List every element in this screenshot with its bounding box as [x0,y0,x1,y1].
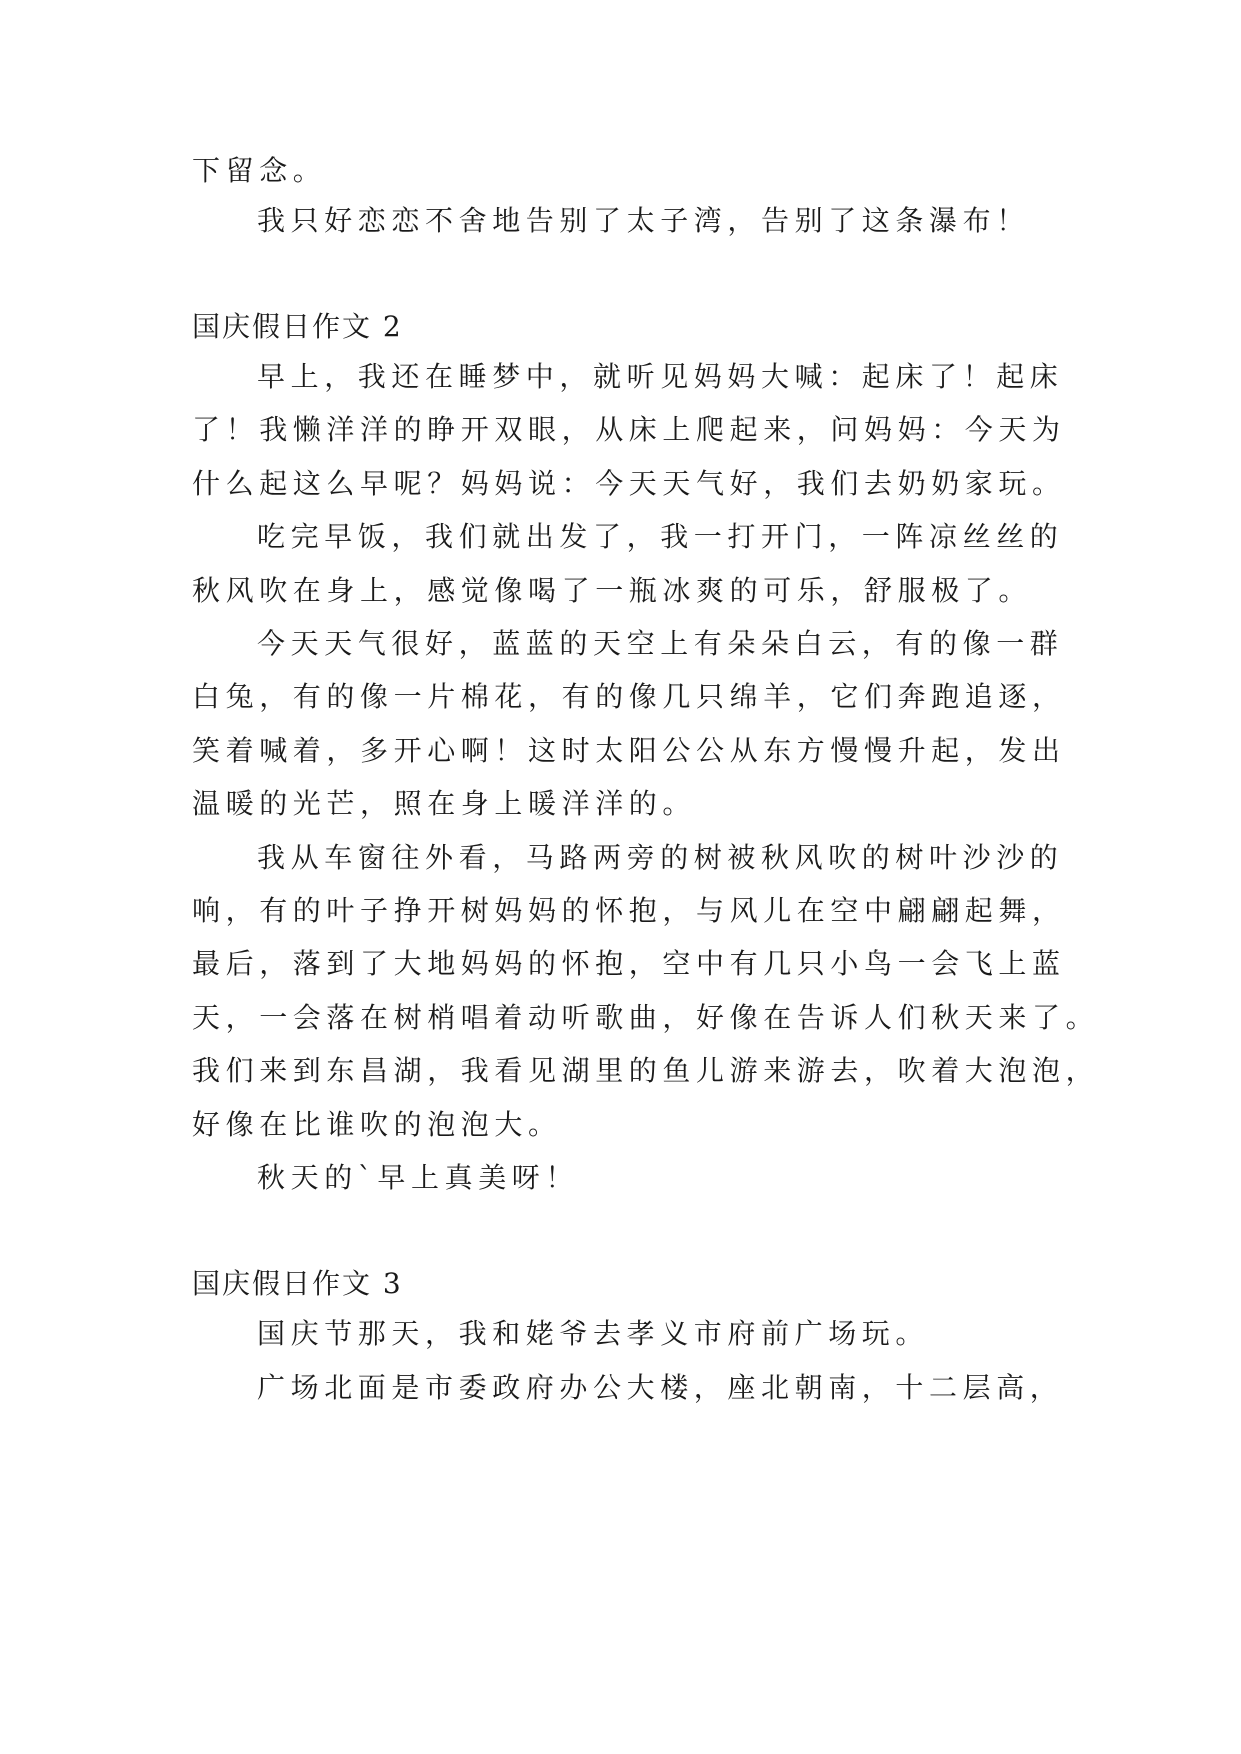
paragraph-line: 国庆节那天，我和姥爷去孝义市府前广场玩。 [257,1317,930,1350]
paragraph-line: 我们来到东昌湖，我看见湖里的鱼儿游来游去，吹着大泡泡， [192,1054,1100,1087]
paragraph-line: 我只好恋恋不舍地告别了太子湾，告别了这条瀑布！ [257,204,1030,237]
paragraph-line: 白兔，有的像一片棉花，有的像几只绵羊，它们奔跑追逐， [192,680,1066,713]
paragraph-line: 下留念。 [192,154,327,187]
paragraph-line: 响，有的叶子挣开树妈妈的怀抱，与风儿在空中翩翩起舞， [192,894,1066,927]
paragraph-line: 秋风吹在身上，感觉像喝了一瓶冰爽的可乐，舒服极了。 [192,574,1033,607]
section-heading-2: 国庆假日作文 2 [192,310,403,343]
paragraph-line: 天，一会落在树梢唱着动听歌曲，好像在告诉人们秋天来了。 [192,1001,1100,1034]
paragraph-line: 吃完早饭，我们就出发了，我一打开门，一阵凉丝丝的 [257,520,1064,553]
paragraph-line: 笑着喊着，多开心啊！这时太阳公公从东方慢慢升起，发出 [192,734,1066,767]
paragraph-line: 温暖的光芒，照在身上暖洋洋的。 [192,787,697,820]
paragraph-line: 早上，我还在睡梦中，就听见妈妈大喊：起床了！起床 [257,360,1064,393]
paragraph-line: 今天天气很好，蓝蓝的天空上有朵朵白云，有的像一群 [257,627,1064,660]
paragraph-line: 最后，落到了大地妈妈的怀抱，空中有几只小鸟一会飞上蓝 [192,947,1066,980]
paragraph-line: 什么起这么早呢？妈妈说：今天天气好，我们去奶奶家玩。 [192,467,1066,500]
paragraph-line: 我从车窗往外看，马路两旁的树被秋风吹的树叶沙沙的 [257,841,1064,874]
paragraph-line: 了！我懒洋洋的睁开双眼，从床上爬起来，问妈妈：今天为 [192,413,1066,446]
paragraph-line: 好像在比谁吹的泡泡大。 [192,1108,562,1141]
section-heading-3: 国庆假日作文 3 [192,1267,403,1300]
paragraph-line: 广场北面是市委政府办公大楼，座北朝南，十二层高， [257,1371,1064,1404]
paragraph-line: 秋天的`早上真美呀！ [257,1161,580,1194]
